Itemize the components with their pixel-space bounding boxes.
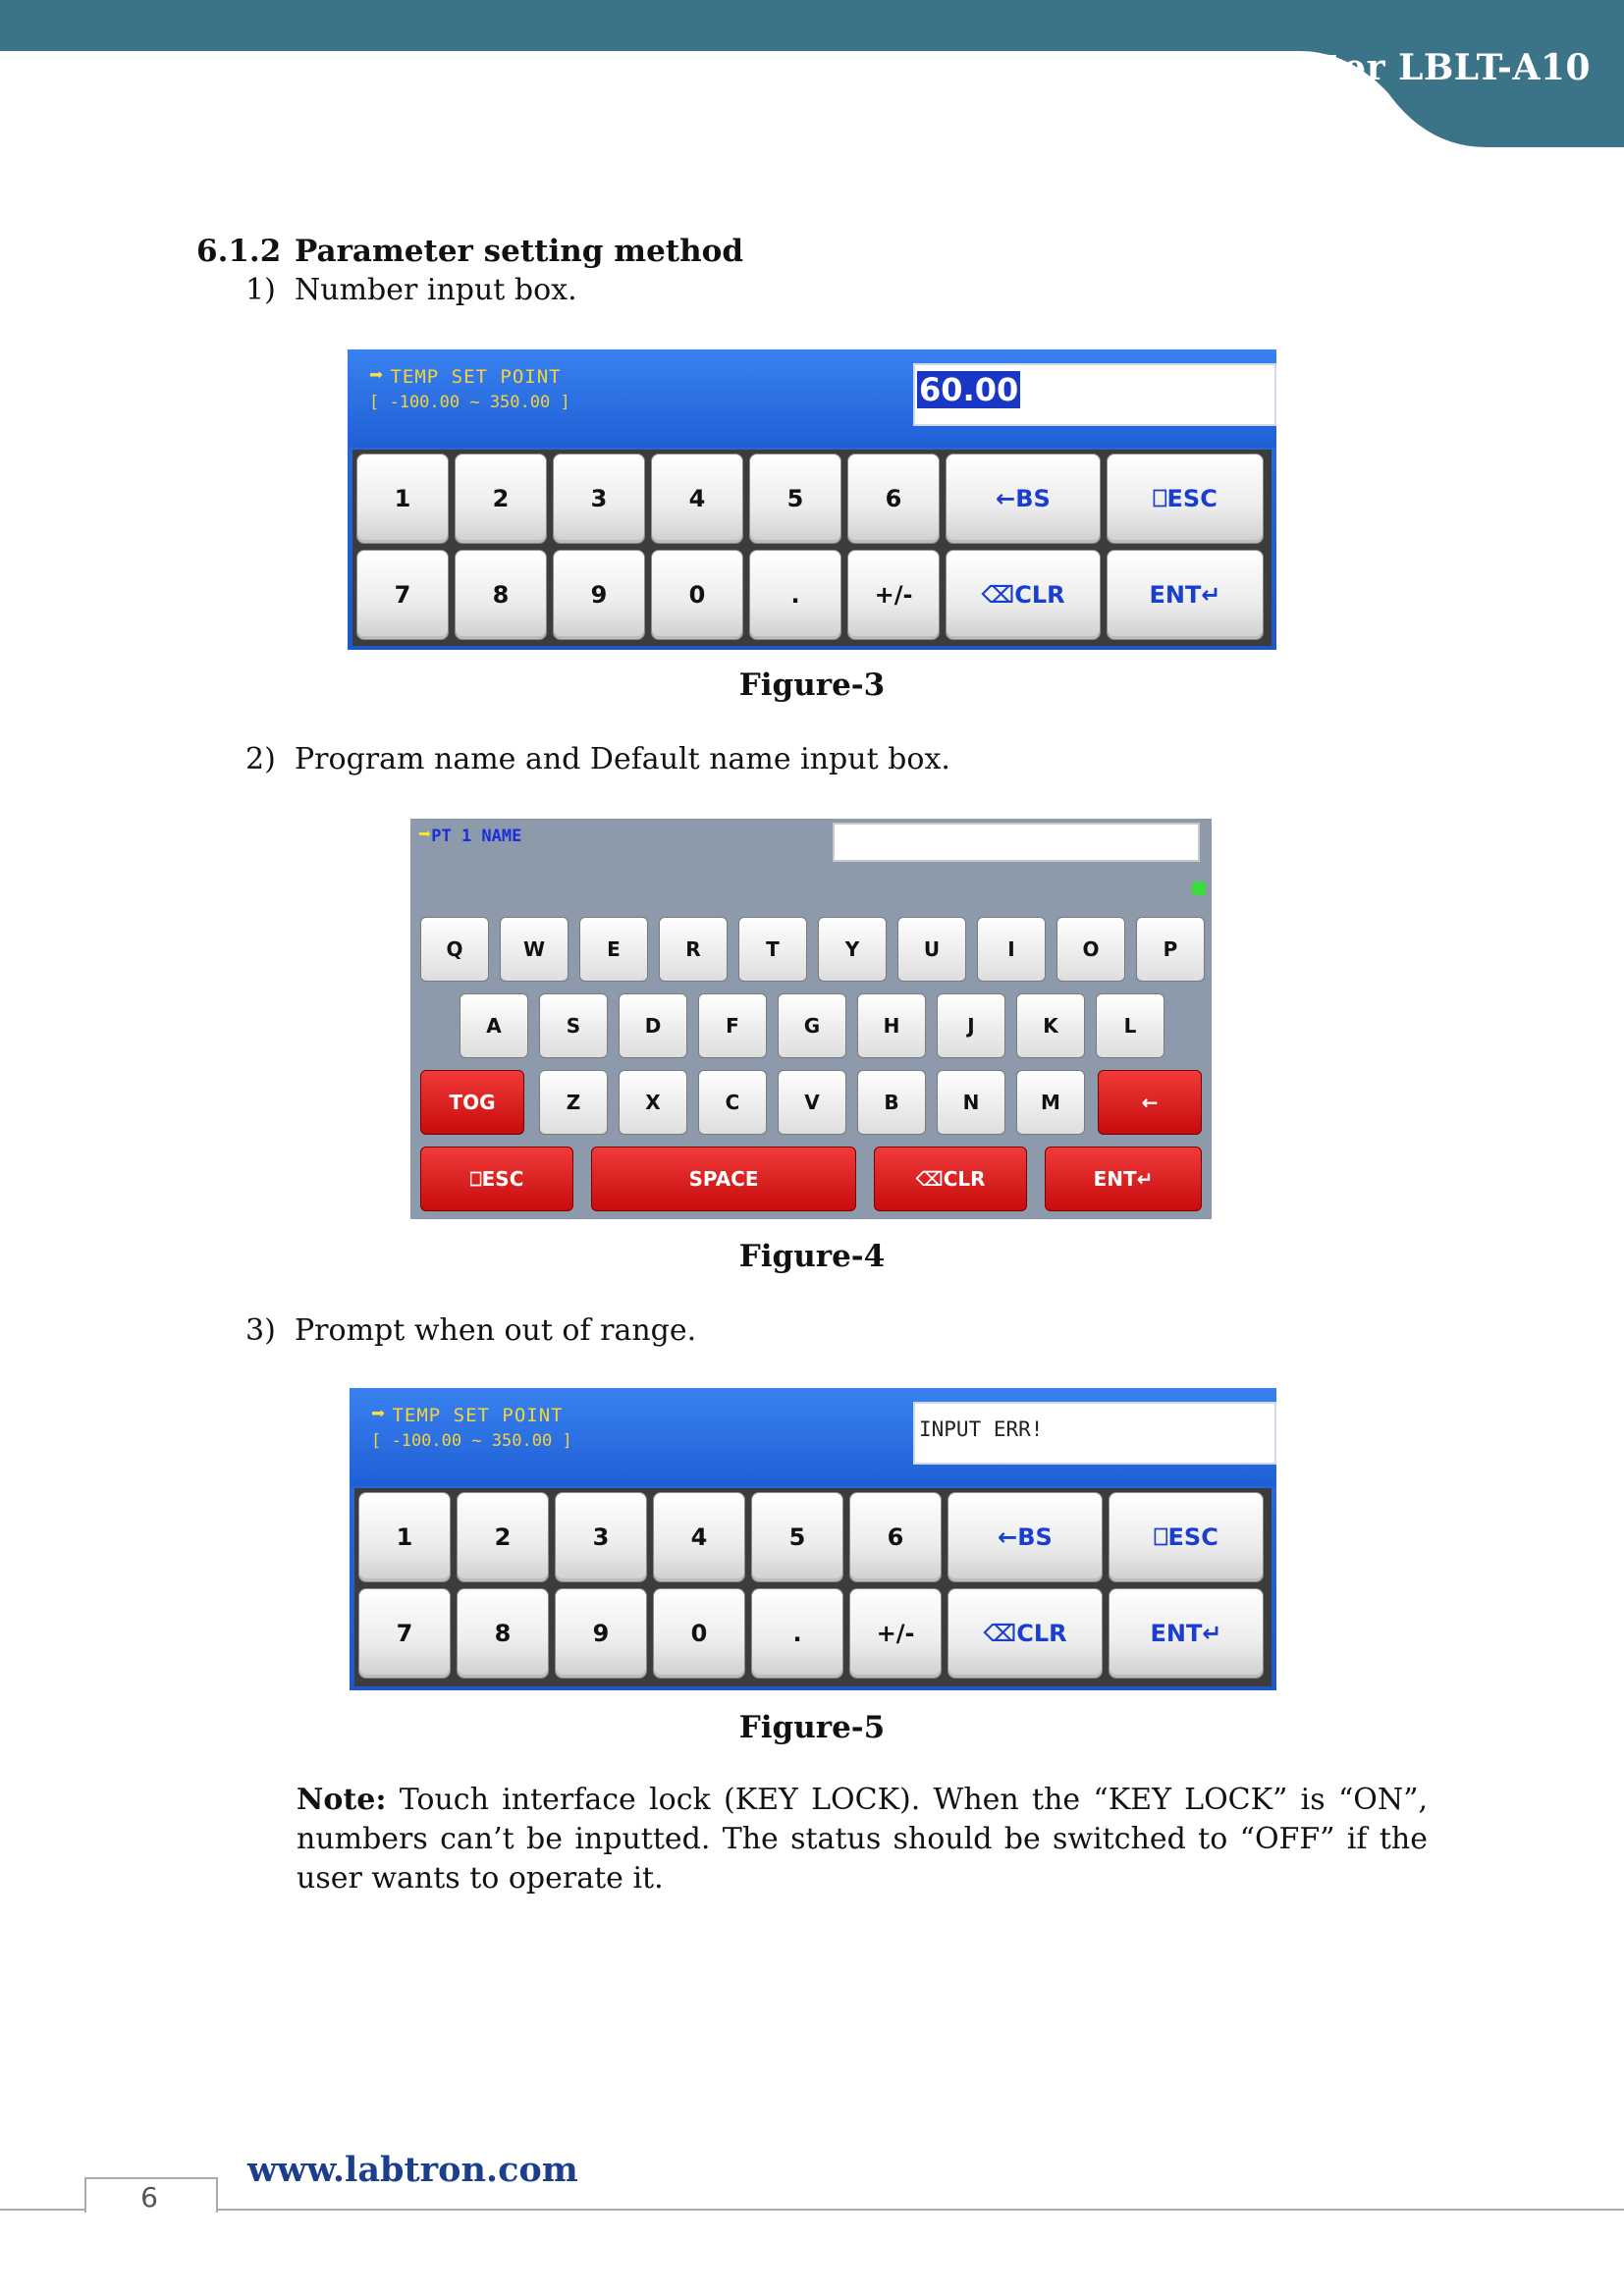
key-z[interactable]: Z [539,1070,608,1135]
key-4[interactable]: 4 [653,1492,745,1582]
key-5[interactable]: 5 [749,454,841,544]
page-number: 6 [140,2181,158,2214]
section-heading [196,234,743,269]
arrow-right-icon: ➡ [369,361,385,389]
key-n[interactable]: N [937,1070,1005,1135]
note-label: Note: [297,1783,387,1817]
key-3[interactable]: 3 [553,454,645,544]
keypad-grid [352,450,1272,646]
key-3[interactable]: 3 [555,1492,647,1582]
key-a[interactable]: A [460,993,528,1058]
key-decimal[interactable]: . [749,550,841,640]
list-item: 2) Program name and Default name input box. [245,742,950,776]
value-text: 60.00 [919,371,1019,408]
name-label: ➡PT 1 NAME [418,823,522,847]
key-8[interactable]: 8 [455,550,547,640]
key-4[interactable]: 4 [651,454,743,544]
key-decimal[interactable]: . [751,1588,843,1679]
key-c[interactable]: C [698,1070,767,1135]
keypad-header [350,1388,1276,1486]
figure-caption: Figure-4 [738,1239,886,1274]
figure-caption: Figure-3 [738,667,886,703]
figure-caption: Figure-5 [738,1710,886,1745]
value-input[interactable] [913,1402,1276,1465]
key-f[interactable]: F [698,993,767,1058]
alpha-keyboard-figure [410,819,1212,1219]
key-sign[interactable]: +/- [849,1588,942,1679]
key-d[interactable]: D [619,993,687,1058]
number-keypad-figure [348,349,1276,650]
key-7[interactable]: 7 [358,1588,451,1679]
param-range: [ -100.00 ~ 350.00 ] [369,393,570,412]
escape-button[interactable]: ⎕ESC [1109,1492,1264,1582]
error-message: INPUT ERR! [919,1417,1044,1441]
key-2[interactable]: 2 [457,1492,549,1582]
key-2[interactable]: 2 [455,454,547,544]
key-k[interactable]: K [1016,993,1085,1058]
key-0[interactable]: 0 [651,550,743,640]
param-label: ➡ TEMP SET POINT [369,361,562,389]
key-h[interactable]: H [857,993,926,1058]
section-title: Parameter setting method [295,234,744,269]
key-9[interactable]: 9 [555,1588,647,1679]
key-s[interactable]: S [539,993,608,1058]
name-input[interactable] [833,823,1200,862]
key-y[interactable]: Y [818,917,887,982]
key-t[interactable]: T [738,917,807,982]
param-range: [ -100.00 ~ 350.00 ] [371,1431,572,1451]
key-w[interactable]: W [500,917,568,982]
key-1[interactable]: 1 [356,454,449,544]
note-paragraph [297,1781,1428,1898]
value-input[interactable] [913,363,1276,426]
key-l[interactable]: L [1096,993,1164,1058]
enter-button[interactable]: ENT↵ [1107,550,1264,640]
key-0[interactable]: 0 [653,1588,745,1679]
clear-button[interactable]: ⌫CLR [874,1147,1027,1211]
key-m[interactable]: M [1016,1070,1085,1135]
backspace-button[interactable]: ← [1098,1070,1202,1135]
escape-button[interactable]: ⎕ESC [1107,454,1264,544]
key-u[interactable]: U [897,917,966,982]
enter-button[interactable]: ENT↵ [1045,1147,1202,1211]
key-6[interactable]: 6 [849,1492,942,1582]
escape-button[interactable]: ⎕ESC [420,1147,573,1211]
key-g[interactable]: G [778,993,846,1058]
key-o[interactable]: O [1056,917,1125,982]
key-j[interactable]: J [937,993,1005,1058]
backspace-button[interactable]: ←BS [946,454,1101,544]
clear-button[interactable]: ⌫CLR [946,550,1101,640]
keypad-header [348,349,1276,448]
key-b[interactable]: B [857,1070,926,1135]
key-p[interactable]: P [1136,917,1205,982]
status-indicator [1192,881,1206,895]
list-item: 1) Number input box. [245,273,577,307]
key-1[interactable]: 1 [358,1492,451,1582]
key-r[interactable]: R [659,917,728,982]
param-label: ➡ TEMP SET POINT [371,1400,564,1427]
note-text: Touch interface lock (KEY LOCK). When the “KEY LOCK” is “ON”, numbers can’t be inputted. The status should be switched to “OFF” if the user wants to operate it. [297,1783,1428,1896]
document-title: Light Fastness Tester LBLT-A10 [952,47,1591,88]
clear-button[interactable]: ⌫CLR [947,1588,1103,1679]
arrow-right-icon: ➡ [418,823,432,847]
key-8[interactable]: 8 [457,1588,549,1679]
key-6[interactable]: 6 [847,454,940,544]
key-q[interactable]: Q [420,917,489,982]
keypad-grid [354,1488,1272,1686]
section-number: 6.1.2 [196,234,282,269]
backspace-button[interactable]: ←BS [947,1492,1103,1582]
list-item: 3) Prompt when out of range. [245,1313,697,1348]
key-7[interactable]: 7 [356,550,449,640]
number-keypad-error-figure [350,1388,1276,1690]
footer-url-link[interactable]: www.labtron.com [247,2150,578,2190]
key-x[interactable]: X [619,1070,687,1135]
space-button[interactable]: SPACE [591,1147,856,1211]
key-v[interactable]: V [778,1070,846,1135]
toggle-button[interactable]: TOG [420,1070,524,1135]
key-5[interactable]: 5 [751,1492,843,1582]
enter-button[interactable]: ENT↵ [1109,1588,1264,1679]
key-sign[interactable]: +/- [847,550,940,640]
arrow-right-icon: ➡ [371,1400,387,1427]
key-e[interactable]: E [579,917,648,982]
key-9[interactable]: 9 [553,550,645,640]
footer-rule [0,2209,1624,2211]
key-i[interactable]: I [977,917,1046,982]
